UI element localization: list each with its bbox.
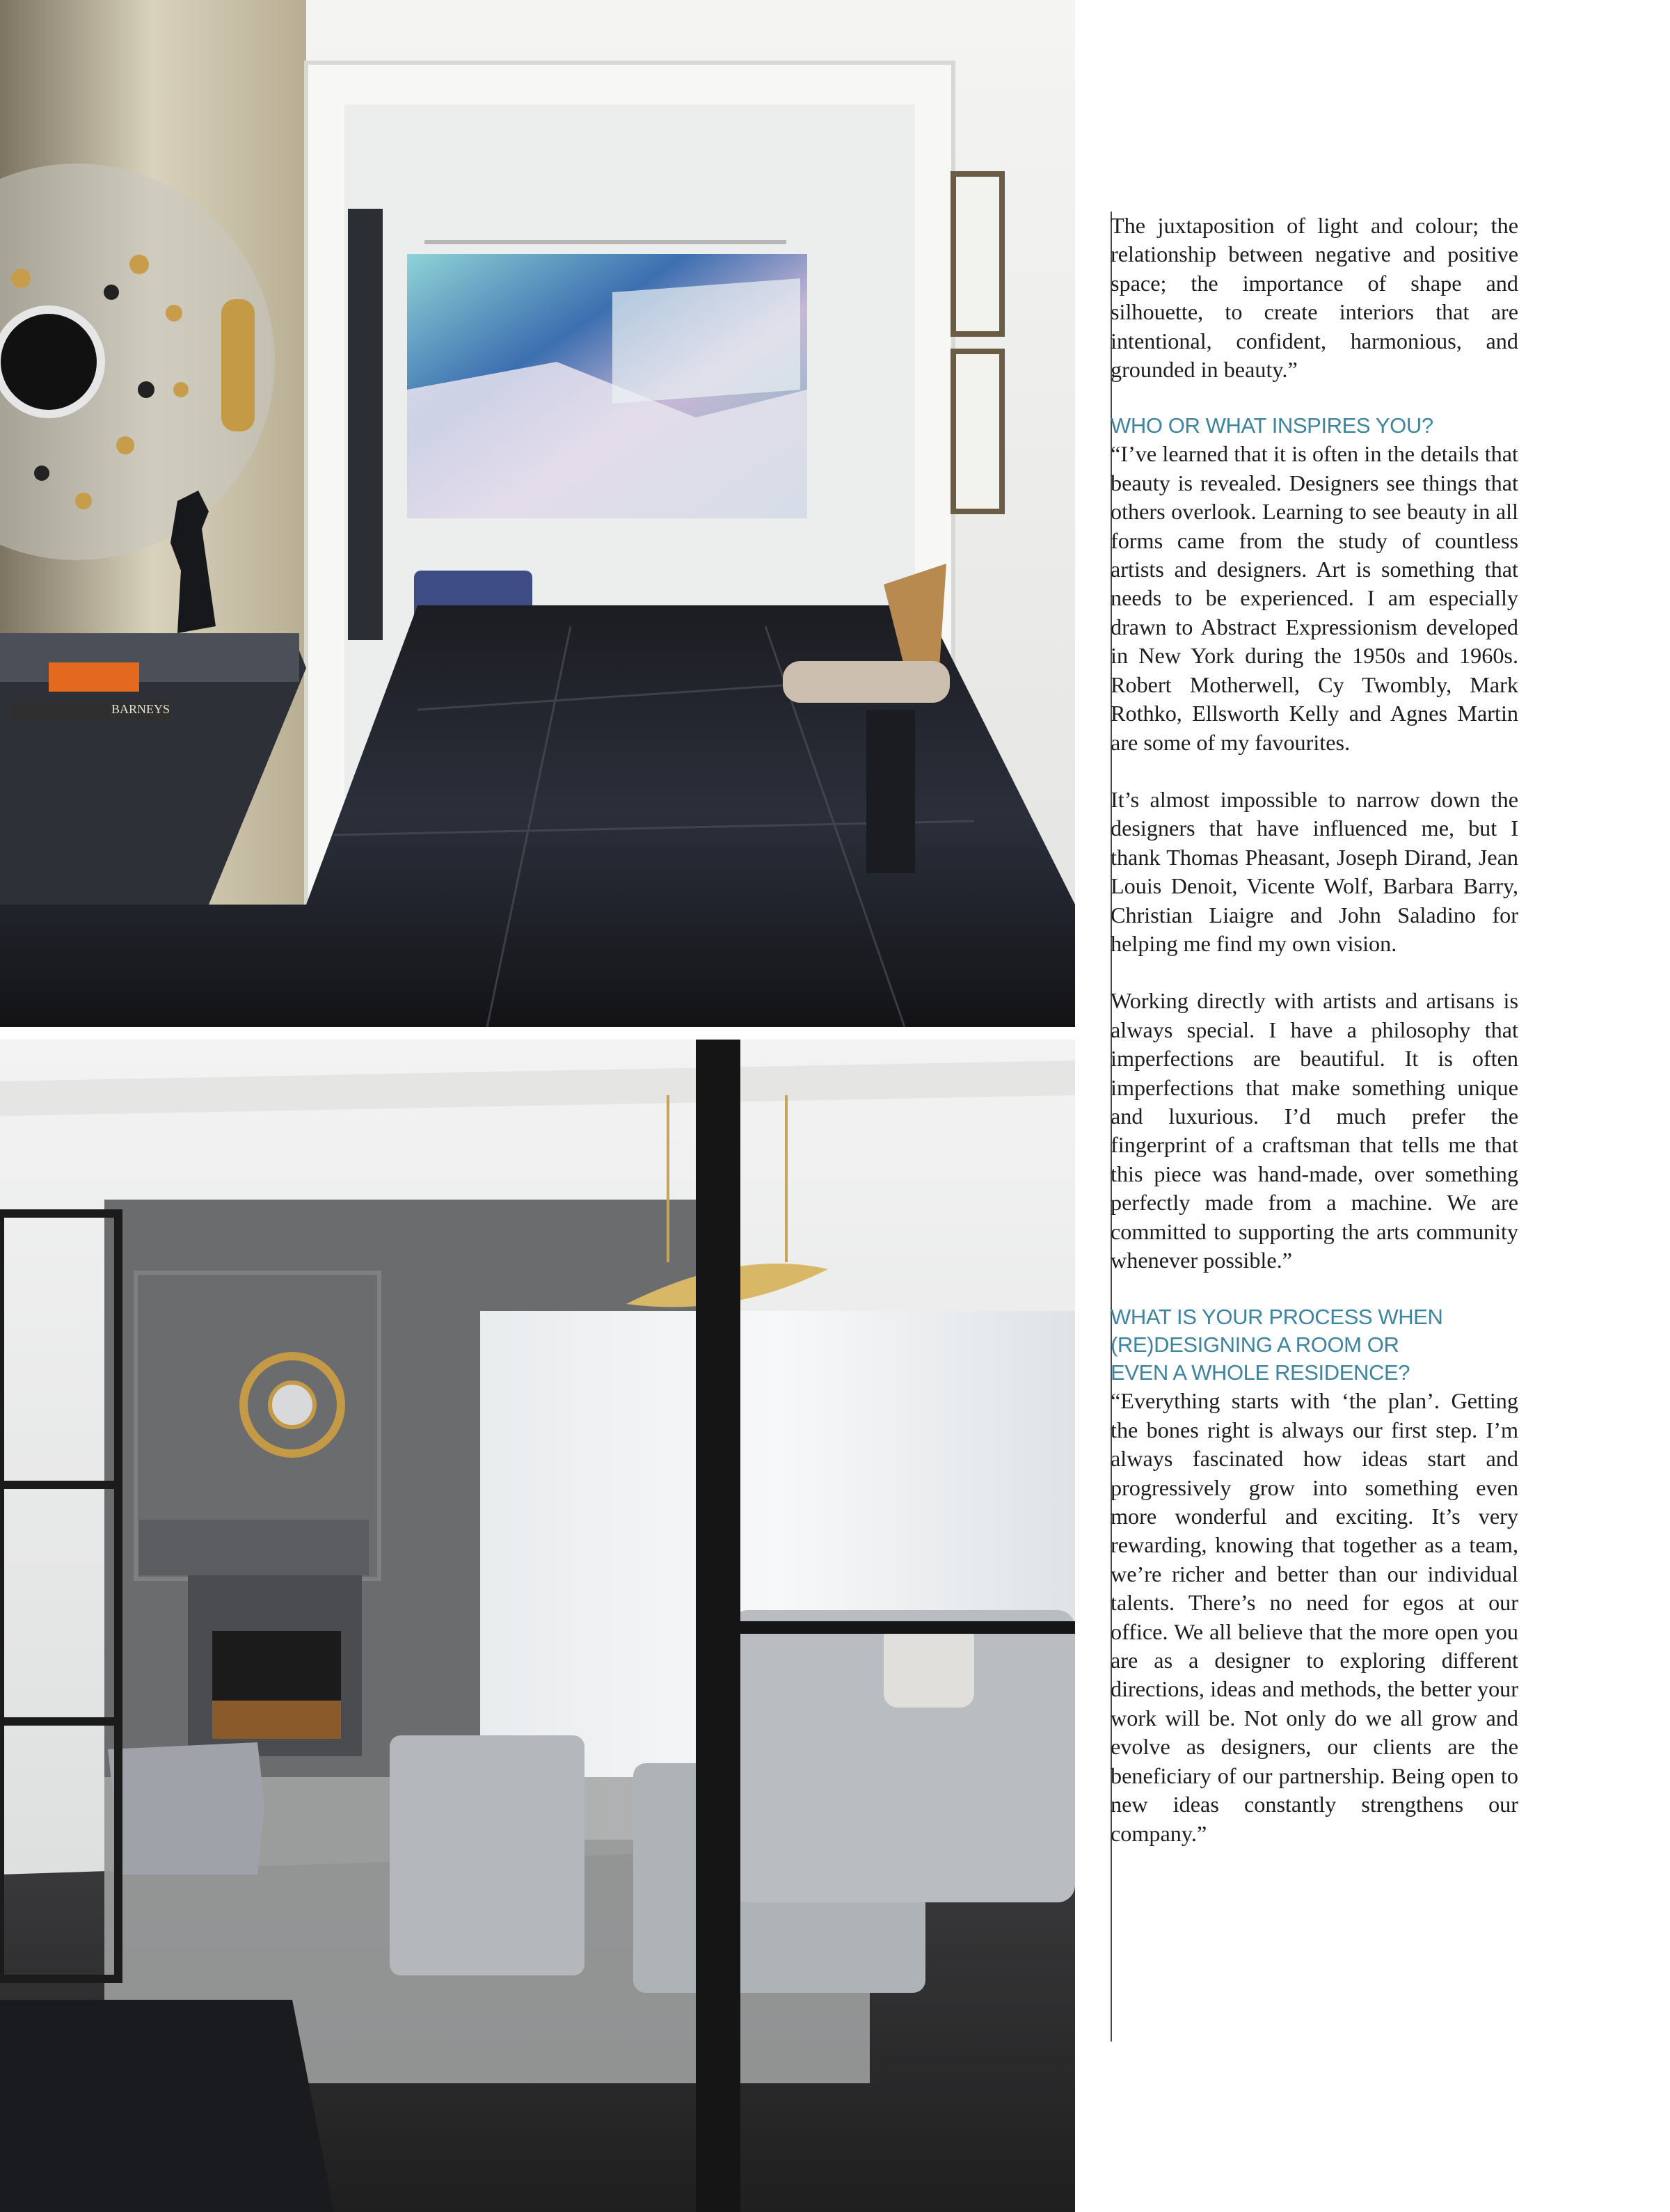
entry-hall-photo [0, 0, 1075, 1027]
steel-door-frame [696, 1040, 740, 2212]
article-text [1111, 212, 1518, 1848]
question-heading-process [1111, 1303, 1518, 1387]
answer-paragraph: It’s almost impossible to narrow down the designers that have influenced me, but I thank Thomas Pheasant, Joseph Dirand, Jean Louis Denoit, Vicente Wolf, Barbara Barry, Christian Liaigre and John Saladino for helping me find my own vision. [1111, 786, 1518, 956]
question-heading-line: (RE)DESIGNING A ROOM OR [1111, 1332, 1399, 1358]
question-heading-line: WHAT IS YOUR PROCESS WHEN [1111, 1305, 1443, 1330]
article-column [1111, 212, 1521, 2048]
book-spine-label: BARNEYS [111, 702, 170, 716]
question-heading-inspiration: WHO OR WHAT INSPIRES YOU? [1111, 413, 1433, 438]
armchair-sofa [390, 1735, 584, 1975]
question-heading-line: EVEN A WHOLE RESIDENCE? [1111, 1360, 1410, 1385]
answer-paragraph: “Everything starts with ‘the plan’. Getting the bones right is always our first step. I’m always fascinated how ideas start and progressively grow into something even more wonderful and exciting. It’s very rewarding, knowing that together as a team, we’re richer and better than our individual talents. There’s no need for egos at our office. We all believe that the more open you are as a designer to exploring different directions, ideas and methods, the better your work will be. Not only do we all grow and evolve as designers, our clients are the beneficiary of our partnership. Being open to new ideas constantly strengthens our company.” [1111, 1388, 1518, 1846]
living-room-photo [0, 1040, 1075, 2212]
intro-paragraph: The juxtaposition of light and colour; the relationship between negative and positive space; the importance of shape and silhouette, to create interiors that are intentional, confident, harmonious, and grounded in beauty.” [1111, 213, 1518, 383]
answer-paragraph: Working directly with artists and artisans is always special. I have a philosophy that imperfections are beautiful. It is often imperfections that make something unique and luxurious. I’d much prefer the fingerprint of a craftsman that tells me that this piece was hand-made, over something perfectly made from a machine. We are committed to supporting the arts community whenever possible.” [1111, 988, 1518, 1273]
answer-paragraph: “I’ve learned that it is often in the details that beauty is revealed. Designers see things that others overlook. Learning to see beauty in all forms came from the study of countless artists and designers. Art is something that needs to be experienced. I am especially drawn to Abstract Expressionism developed in New York during the 1950s and 1960s. Robert Motherwell, Cy Twombly, Mark Rothko, Ellsworth Kelly and Agnes Martin are some of my favourites. [1111, 441, 1518, 755]
